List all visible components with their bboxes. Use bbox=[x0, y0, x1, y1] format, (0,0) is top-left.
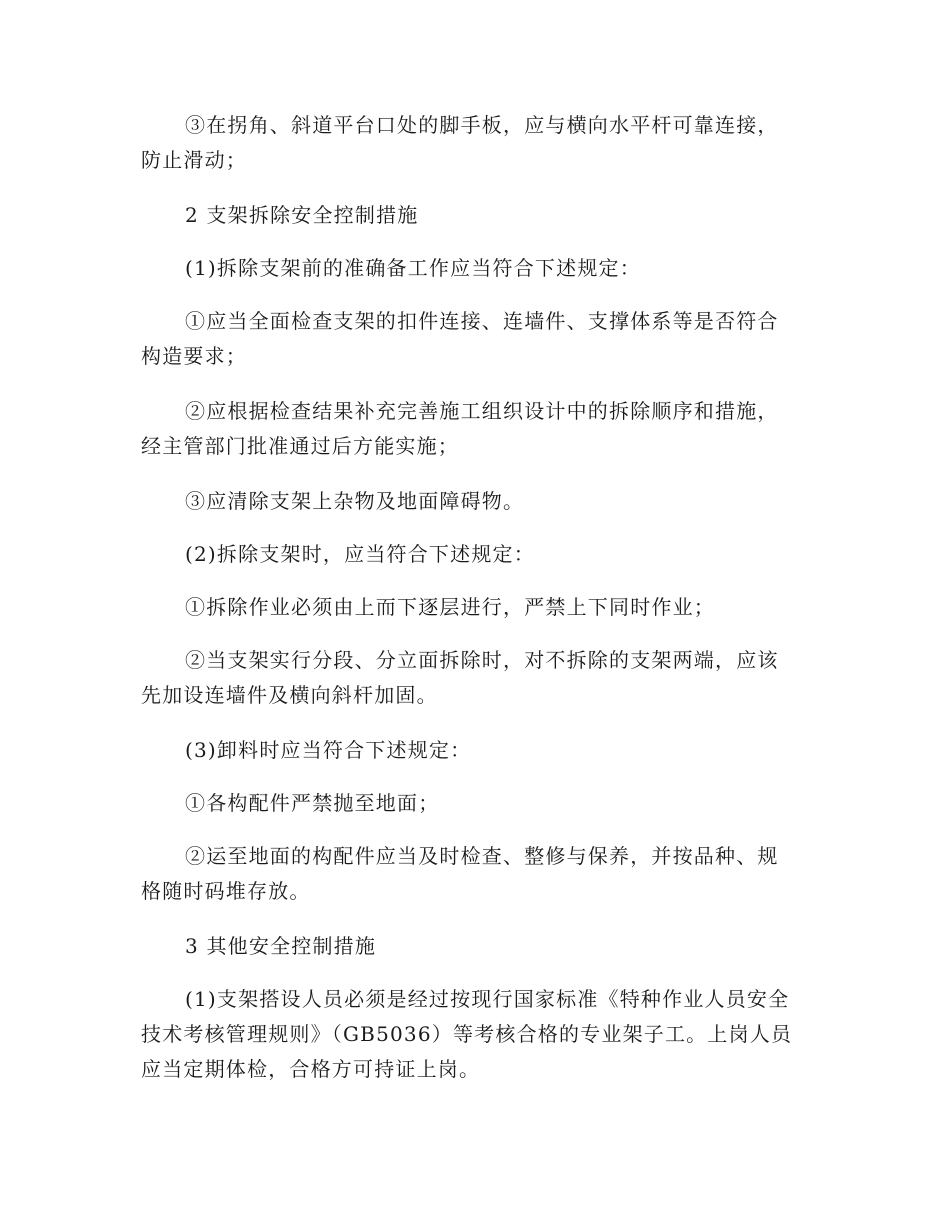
paragraph-9 bbox=[141, 643, 811, 713]
paragraph-line: ①各构配件严禁抛至地面； bbox=[185, 791, 440, 815]
paragraph-line: ②运至地面的构配件应当及时检查、整修与保养，并按品种、规 bbox=[185, 844, 779, 868]
paragraph-line: ③在拐角、斜道平台口处的脚手板，应与横向水平杆可靠连接， bbox=[185, 113, 779, 137]
paragraph-8 bbox=[141, 590, 811, 625]
paragraph-line: 经主管部门批准通过后方能实施； bbox=[141, 434, 459, 458]
paragraph-line: 格随时码堆存放。 bbox=[141, 879, 311, 903]
section-heading-2 bbox=[141, 198, 811, 233]
paragraph-line: 技术考核管理规则》（GB5036）等考核合格的专业架子工。上岗人员 bbox=[141, 1022, 793, 1046]
paragraph-4 bbox=[141, 304, 811, 374]
paragraph-line: ②当支架实行分段、分立面拆除时，对不拆除的支架两端，应该 bbox=[185, 648, 779, 672]
paragraph-line: 3 其他安全控制措施 bbox=[185, 934, 377, 958]
paragraph-6 bbox=[141, 484, 811, 519]
paragraph-line: 应当定期体检，合格方可持证上岗。 bbox=[141, 1057, 481, 1081]
paragraph-line: (2)拆除支架时，应当符合下述规定： bbox=[185, 542, 535, 566]
paragraph-12 bbox=[141, 839, 811, 909]
paragraph-14 bbox=[141, 982, 811, 1087]
paragraph-line: 2 支架拆除安全控制措施 bbox=[185, 203, 419, 227]
paragraph-3 bbox=[141, 251, 811, 286]
paragraph-line: (1)支架搭设人员必须是经过按现行国家标准《特种作业人员安全 bbox=[185, 987, 790, 1011]
paragraph-line: ②应根据检查结果补充完善施工组织设计中的拆除顺序和措施， bbox=[185, 399, 779, 423]
paragraph-11 bbox=[141, 786, 811, 821]
paragraph-7 bbox=[141, 537, 811, 572]
paragraph-line: 先加设连墙件及横向斜杆加固。 bbox=[141, 683, 438, 707]
paragraph-line: ①应当全面检查支架的扣件连接、连墙件、支撑体系等是否符合 bbox=[185, 309, 779, 333]
paragraph-10 bbox=[141, 733, 811, 768]
paragraph-5 bbox=[141, 394, 811, 464]
paragraph-line: (3)卸料时应当符合下述规定： bbox=[185, 738, 472, 762]
paragraph-line: 构造要求； bbox=[141, 344, 247, 368]
paragraph-line: (1)拆除支架前的准确备工作应当符合下述规定： bbox=[185, 256, 641, 280]
paragraph-line: 防止滑动； bbox=[141, 148, 247, 172]
paragraph-line: ③应清除支架上杂物及地面障碍物。 bbox=[185, 489, 525, 513]
paragraph-1 bbox=[141, 108, 811, 178]
paragraph-line: ①拆除作业必须由上而下逐层进行，严禁上下同时作业； bbox=[185, 595, 715, 619]
section-heading-3 bbox=[141, 929, 811, 964]
